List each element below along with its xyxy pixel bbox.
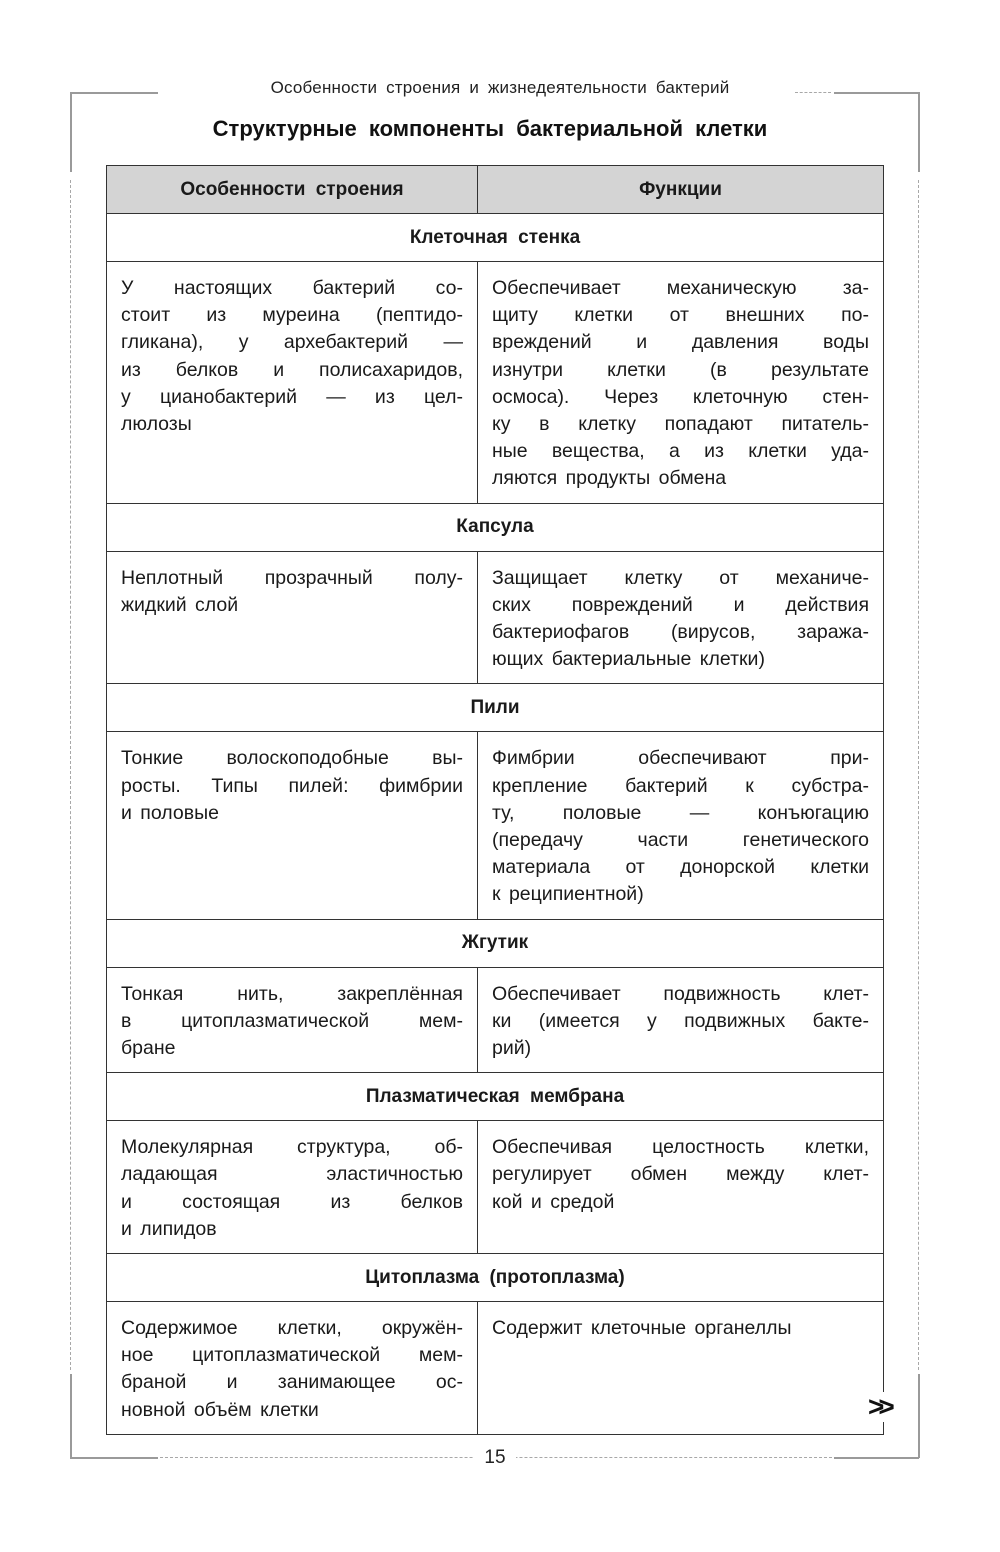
section-row [107,684,884,732]
table-row [107,551,884,684]
page-number: 15 [474,1447,515,1468]
cell-text-line: ку в клетку попадают питатель- [492,413,869,436]
frame-right-bottom [918,1374,920,1458]
section-row [107,214,884,262]
cell-text-line: рий) [492,1037,532,1060]
column-header-structure: Особенности строения [107,166,478,214]
structure-cell [107,551,478,684]
section-title: Плазматическая мембрана [107,1073,884,1121]
cell-text-line: и состоящая из белков [121,1190,463,1213]
cell-text-line: осмоса). Через клеточную стен- [492,385,869,408]
section-title: Клеточная стенка [107,214,884,262]
cell-text-line: Содержит клеточные органеллы [492,1317,792,1340]
structure-cell [107,967,478,1073]
section-title: Цитоплазма (протоплазма) [107,1254,884,1302]
table-row [107,1121,884,1254]
cell-text-line: ляются продукты обмена [492,467,727,490]
cell-text-line: Тонкие волоскоподобные вы- [121,747,463,770]
table-row [107,967,884,1073]
cell-text-line: щиту клетки от внешних по- [492,304,869,327]
function-cell [478,732,884,919]
cell-text-line: Фимбрии обеспечивают при- [492,747,869,770]
running-head [0,78,1000,98]
section-row [107,1254,884,1302]
structure-cell [107,262,478,504]
cell-text-line: вреждений и давления воды [492,331,869,354]
cell-text-line: Защищает клетку от механиче- [492,566,869,589]
page-number-container [0,1447,990,1469]
cell-text-line: изнутри клетки (в результате [492,358,869,381]
table-row [107,262,884,504]
cell-text-line: ное цитоплазматической мем- [121,1344,463,1367]
cell-text-line: ладающая эластичностью [121,1163,463,1186]
running-head-text: Особенности строения и жизнедеятельности бактерий [270,78,730,97]
cell-text-line: Обеспечивая целостность клетки, [492,1136,869,1159]
cell-text-line: ки (имеется у подвижных бакте- [492,1009,869,1032]
frame-right-dash [918,180,919,1370]
function-cell [478,262,884,504]
cell-text-line: ских повреждений и действия [492,593,869,616]
section-row [107,1073,884,1121]
bacterial-cell-components-table [106,165,884,1435]
section-row [107,919,884,967]
cell-text-line: ные вещества, а из клетки уда- [492,440,869,463]
cell-text-line: Обеспечивает механическую за- [492,277,869,299]
cell-text-line: крепление бактерий к субстра- [492,774,869,797]
cell-text-line: у цианобактерий — из цел- [121,385,463,408]
cell-text-line: жидкий слой [121,593,239,616]
section-title: Жгутик [107,919,884,967]
cell-text-line: люлозы [121,413,192,436]
cell-text-line: бактериофагов (вирусов, заража- [492,621,869,644]
cell-text-line: Неплотный прозрачный полу- [121,566,463,589]
cell-text-line: гликана), у архебактерий — [121,331,463,354]
section-title: Пили [107,684,884,732]
column-header-functions: Функции [478,166,884,214]
function-cell [478,1121,884,1254]
cell-text-line: в цитоплазматической мем- [121,1009,463,1032]
cell-text-line: ту, половые — конъюгацию [492,801,869,824]
cell-text-line: материала от донорской клетки [492,856,869,879]
cell-text-line: новной объём клетки [121,1398,319,1421]
cell-text-line: из белков и полисахаридов, [121,358,463,381]
cell-text-line: (передачу части генетического [492,829,869,852]
double-chevron-right-icon: >> [868,1391,889,1422]
structure-cell [107,1121,478,1254]
cell-text-line: Обеспечивает подвижность клет- [492,982,869,1005]
cell-text-line: У настоящих бактерий со- [121,277,463,299]
cell-text-line: Молекулярная структура, об- [121,1136,463,1159]
frame-left-bottom [70,1374,72,1458]
cell-text-line: регулирует обмен между клет- [492,1163,869,1186]
cell-text-line: Тонкая нить, закреплённая [121,982,463,1005]
structure-cell [107,1302,478,1435]
frame-left-dash [70,180,71,1370]
cell-text-line: кой и средой [492,1190,615,1213]
table-header-row [107,166,884,214]
structure-cell [107,732,478,919]
table-row [107,732,884,919]
page-title: Структурные компоненты бактериальной клетки [212,116,768,141]
function-cell [478,967,884,1073]
cell-text-line: к реципиентной) [492,883,644,906]
cell-text-line: и половые [121,801,219,824]
cell-text-line: браной и занимающее ос- [121,1371,463,1394]
cell-text-line: бране [121,1037,176,1060]
table-row [107,1302,884,1435]
cell-text-line: росты. Типы пилей: фимбрии [121,774,463,797]
section-title: Капсула [107,503,884,551]
function-cell [478,1302,884,1435]
cell-text-line: ющих бактериальные клетки) [492,648,765,671]
cell-text-line: Содержимое клетки, окружён- [121,1317,463,1340]
cell-text-line: и липидов [121,1217,217,1240]
section-row [107,503,884,551]
cell-text-line: стоит из муреина (пептидо- [121,304,463,327]
function-cell [478,551,884,684]
